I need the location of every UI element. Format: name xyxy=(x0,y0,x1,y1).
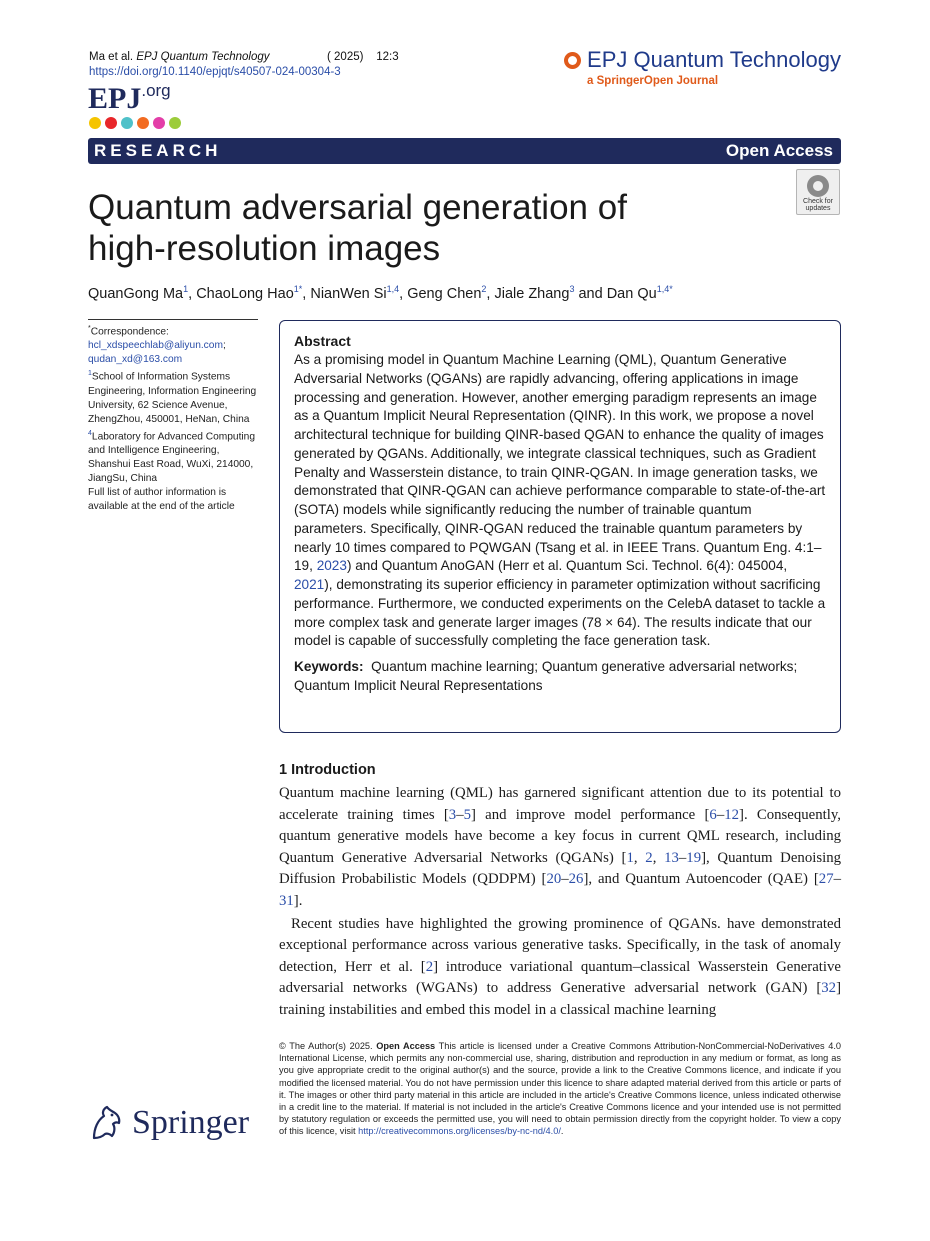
affiliation-1: School of Information Systems Engineering, Information Engineering University, 62 Science Avenue, ZhengZhou, 450001, HeNan, China xyxy=(88,371,257,425)
logo-dot xyxy=(137,117,149,129)
author-name[interactable]: QuanGong Ma xyxy=(88,285,184,302)
abstract-box xyxy=(279,320,841,733)
author-list: QuanGong Ma$^1$, ChaoLong Hao$^{1*}$, NianWen Si$^{1,4}$, Geng Chen$^2$, Jiale Zhang$^3$ and Dan $Qu^{1,4*}$ xyxy=(88,284,673,302)
license-statement: © The Author(s) 2025. Open Access This article is licensed under a Creative Commons Attribution-NonCommercial-NoDerivatives 4.0 International License, which permits any non-commercial use, sharing, distribution and reproduction in any medium or format, as long as you give appropriate credit to the original author(s) and the source, provide a link to the Creative Commons licence, and indicate if you modified the licensed material. You do not have permission under this licence to share adapted material derived from this article or parts of it. The images or other third party material in this article are included in the article's Creative Commons licence, unless indicated otherwise in a credit line to the material. If material is not included in the article's Creative Commons licence and your intended use is not permitted by statutory regulation or exceeds the permitted use, you will need to obtain permission directly from the copyright holder. To view a copy of this licence, visit http://creativecommons.org/licenses/by-nc-nd/4.0/. xyxy=(279,1041,841,1137)
citation-ref-link[interactable]: 1 xyxy=(626,849,634,866)
author-name[interactable]: Geng Chen xyxy=(407,285,482,302)
article-type-label: RESEARCH xyxy=(94,141,222,160)
open-access-label: Open Access xyxy=(725,141,833,160)
epj-logo-dots xyxy=(89,117,181,129)
springer-wordmark: Springer xyxy=(132,1104,250,1141)
logo-dot xyxy=(121,117,133,129)
citation-line xyxy=(89,51,399,63)
epj-logo[interactable] xyxy=(88,82,171,116)
keywords-text: Quantum machine learning; Quantum generative adversarial networks; Quantum Implicit Neural Representations xyxy=(294,659,798,693)
springer-logo[interactable] xyxy=(88,1104,249,1142)
citation-ref-link[interactable]: 6 xyxy=(709,806,717,823)
sidebar-rule xyxy=(88,319,258,320)
article-type-banner xyxy=(88,138,841,164)
check-updates-line2: updates xyxy=(805,205,831,212)
intro-paragraph-2: Recent studies have highlighted the growing prominence of QGANs. have demonstrated exceptional performance across various generative tasks. Specifically, in the task of anomaly detection, Herr et al. [2] introduce variational quantum–classical Wasserstein Generative adversarial networks (WGANs) to address Generative adversarial network (GAN) [32] training instabilities and embed this model in a classical machine learning xyxy=(279,915,841,1018)
citation-ref-link[interactable]: 31 xyxy=(279,892,294,909)
citation-volume: 12:3 xyxy=(376,51,399,63)
journal-brand[interactable] xyxy=(564,47,841,87)
citation-ref-link[interactable]: 2 xyxy=(425,958,434,975)
springer-horse-icon xyxy=(88,1104,126,1142)
license-url-link[interactable]: http://creativecommons.org/licenses/by-nc-nd/4.0/ xyxy=(358,1126,561,1137)
paper-title-line1: Quantum adversarial generation of xyxy=(88,188,627,227)
citation-ref-link[interactable]: 32 xyxy=(821,980,837,997)
check-for-updates-button[interactable] xyxy=(796,169,840,215)
author-affiliation-sup[interactable]: 3 xyxy=(569,284,575,294)
citation-journal: EPJ Quantum Technology xyxy=(136,51,270,63)
citation-ref-link[interactable]: 2 xyxy=(645,849,653,866)
author-name[interactable]: ChaoLong Hao xyxy=(196,285,294,302)
check-updates-line1: Check for xyxy=(803,198,833,205)
citation-ref-link[interactable]: 13 xyxy=(664,849,679,866)
citation-ref-link[interactable]: 12 xyxy=(724,806,740,823)
abstract-text: As a promising model in Quantum Machine Learning (QML), Quantum Generative Adversarial Networks (QGANs) are rapidly advancing, offering applications in image processing and generation. However, another emerging paradigm represents an image as a Quantum Implicit Neural Representation (QINR). In this work, we propose a novel architectural technique for building QINR-based QGAN to enhance the quality of images generated by QGANs. Additionally, we integrate classical techniques, such as Gradient Penalty and Wasserstein distance, to train QINR-QGAN. In image generation tasks, we demonstrated that QINR-QGAN can achieve performance comparable to state-of-the-art (SOTA) models while significantly reducing the number of trainable quantum parameters. Specifically, QINR-QGAN reduced the trainable quantum parameters by nearly 10 times compared to PQWGAN (Tsang et al. in IEEE Trans. Quantum Eng. 4:1–19, 2023) and Quantum AnoGAN (Herr et al. Quantum Sci. Technol. 6(4): 045004, 2021), demonstrating its superior efficiency in parameter optimization without sacrificing performance. Furthermore, we conducted experiments on the CelebA dataset to tackle a more complex task and generate larger images (78 × 64). The results indicate that our model is capable of successfully completing the face generation task. xyxy=(294,352,826,649)
keywords xyxy=(294,658,826,696)
journal-title: EPJ Quantum Technology xyxy=(587,47,841,72)
author-name[interactable]: NianWen Si xyxy=(310,285,387,302)
logo-dot xyxy=(169,117,181,129)
paper-title-line2: high-resolution images xyxy=(88,229,441,268)
affiliation-4: Laboratory for Advanced Computing and Intelligence Engineering, Shanshui East Road, WuXi, 214000, JiangSu, China xyxy=(88,431,256,485)
author-name[interactable]: Dan Qu xyxy=(606,285,657,302)
crossmark-icon xyxy=(807,175,829,197)
epj-logo-suffix: .org xyxy=(141,81,171,100)
author-affiliation-sup[interactable]: 1 xyxy=(183,284,189,294)
correspondence-sidebar: *Correspondence: hcl_xdspeechlab@aliyun.com; qudan_xd@163.com $^1$School of Information Systems Engineering, Information Engineering University, 62 Science Avenue, ZhengZhou, 450001, HeNan, China $^4$Laboratory for Advanced Computing and Intelligence Engineering, Shanshui East Road, WuXi, 214000, JiangSu, China Full list of author information is available at the end of the article xyxy=(88,322,260,514)
author-affiliation-sup[interactable]: 2 xyxy=(481,284,487,294)
journal-subtitle: a SpringerOpen Journal xyxy=(587,75,719,87)
author-name[interactable]: Jiale Zhang xyxy=(494,285,570,302)
citation-ref-link[interactable]: 5 xyxy=(463,806,472,823)
citation-ref-link[interactable]: 26 xyxy=(568,871,584,888)
citation-ref-link[interactable]: 19 xyxy=(686,849,702,866)
author-affiliation-sup[interactable]: 1* xyxy=(293,284,303,294)
email-link-1[interactable]: hcl_xdspeechlab@aliyun.com xyxy=(88,340,223,352)
logo-dot xyxy=(153,117,165,129)
paper-title xyxy=(88,187,768,269)
email-link-2[interactable]: qudan_xd@163.com xyxy=(88,354,183,366)
epj-logo-text: EPJ xyxy=(88,82,142,115)
introduction-body xyxy=(279,783,841,1022)
doi-link[interactable]: https://doi.org/10.1140/epjqt/s40507-024-00304-3 xyxy=(89,66,341,78)
citation-ref-link[interactable]: 20 xyxy=(546,871,562,888)
citation-ref-link[interactable]: 3 xyxy=(448,806,457,823)
full-author-info-note: Full list of author information is available at the end of the article xyxy=(88,487,235,513)
author-affiliation-sup[interactable]: 1,4 xyxy=(386,284,400,294)
abstract-heading: Abstract xyxy=(294,333,351,349)
keywords-label: Keywords: xyxy=(294,659,364,674)
author-affiliation-sup[interactable]: 1,4* xyxy=(656,284,673,294)
springeropen-icon xyxy=(564,52,581,69)
section-heading-introduction: 1 Introduction xyxy=(279,762,376,778)
logo-dot xyxy=(105,117,117,129)
abstract-ref-link-2023[interactable]: 2023 xyxy=(316,558,347,574)
citation-authors: Ma et al. xyxy=(89,51,134,63)
citation-ref-link[interactable]: 27 xyxy=(818,871,834,888)
abstract-ref-link-2021[interactable]: 2021 xyxy=(294,577,325,592)
correspondence-label: Correspondence: xyxy=(90,326,169,338)
citation-year: ( 2025) xyxy=(327,51,364,63)
logo-dot xyxy=(89,117,101,129)
intro-paragraph-1: Quantum machine learning (QML) has garnered significant attention due to its potential to accelerate training times [3–5] and improve model performance [6–12]. Consequently, quantum generative models have become a key focus in current QML research, including Quantum Generative Adversarial Networks (QGANs) [1, 2, 13–19], Quantum Denoising Diffusion Probabilistic Models (QDDPM) [20–26], and Quantum Autoencoder (QAE) [27–31]. xyxy=(279,785,842,909)
